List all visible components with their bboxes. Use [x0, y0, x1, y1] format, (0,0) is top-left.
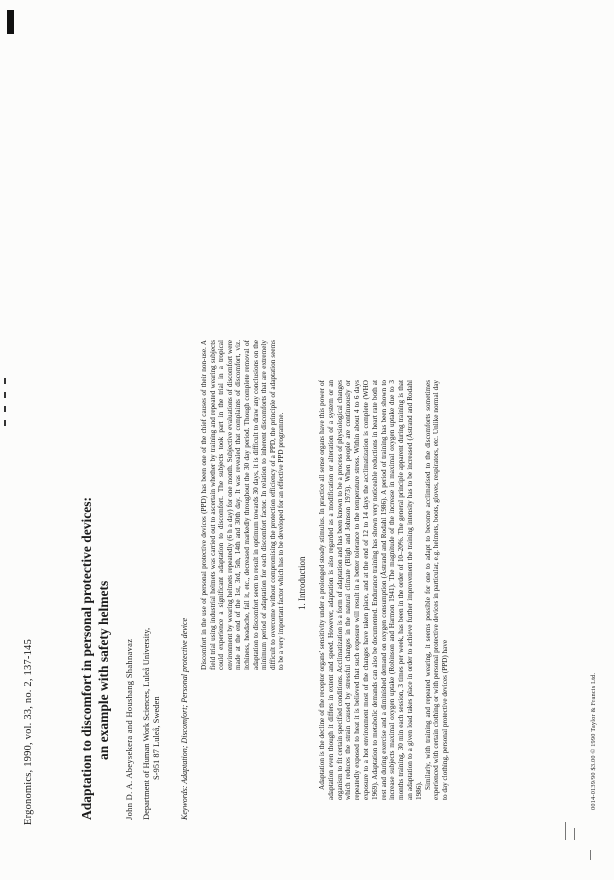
scan-artifact-rule [574, 828, 575, 840]
running-head: Ergonomics, 1990, vol. 33, no. 2, 137-145 [23, 639, 34, 825]
scan-artifact-rule [590, 850, 591, 860]
article-title [78, 40, 112, 820]
abstract: Discomfort in the use of personal protective devices (PPD) has been one of the chief causes of their non-use. A field trial using industrial helmets was carried out to ascertain whether by training and repeated wearing subjects could experience a significant adaptation to discomfort. The subjects took part in the trial in a tropical environment by wearing helmets repeatedly (6 h a day) for one month. Subjective evaluations of discomfort were made at the end of the 1st, 3rd, 5th, 14th and 30th day. It was revealed that complaints of discomfort, viz. itchiness, headache, fall it, etc., decreased markedly throughout the 30 day period. Though complete removal of adaptation to discomfort seem to result in optimum towards 30 days, it is difficult to draw any conclusions on the minimum period of adaptation for each discomfort factor. In relation to inherent discomforts that are extremely difficult to overcome without compromising the protection efficiency of a PPD, the principle of adaptation seems to be a very important factor which has to be developed for an effective PPD programme. [200, 340, 286, 670]
affiliation [141, 460, 161, 820]
title-line: an example with safety helmets [96, 580, 111, 760]
affiliation-line: Department of Human Work Sciences, Luleå University, [141, 627, 151, 820]
body-paragraph: Adaptation is the decline of the receptor organs' sensitivity under a prolonged steady stimulus. In practice all sense organs have this power of adaptation even though it differs in extent and speed. However, adaptation is also regarded as a modification or alteration of a system or an organism to fit certain specified conditions. Acclimatization is a form of adaptation and has been known to be a process of physiological changes which reduces the strain caused by stressful changes in the natural climate (Bligh and Johnson 1973). When people are continuously or repeatedly exposed to heat it is believed that such exposure will result in a better tolerance to the temperature stress. Within about 4 to 6 days exposure to a hot environment most of the changes have taken place, and at the end of 12 to 14 days the acclimatization is complete (WHO 1969). Adaptation to metabolic demands can also be documented. Endurance training has shown very noticeable reductions in heart rate both at rest and during exercise and a diminished demand on oxygen consumption (Åstrand and Rodahl 1986). A period of training has been shown to increase subjects maximal oxygen uptake (Robinson and Harmon 1941). The magnitude of the increase in maximal oxygen uptake due to 3 months training, 30 min each session, 3 times per week, has been in the order of 10–20%. The general principle apparent during training is that an adaptation to a given load takes place in order to achieve further improvement the training intensity has to be increased (Åstrand and Rodahl 1986). [318, 380, 423, 800]
author-list: John D. A. Abeysekera and Houshang Shahnavaz [124, 638, 134, 820]
scan-artifact-rule [565, 822, 566, 840]
title-line: Adaptation to discomfort in personal protective devices: [79, 497, 94, 820]
body-paragraph: Similarly, with training and repeated wearing, it seems possible for one to adapt to become acclimatised to the discomforts sometimes experienced with certain clothing or with personal protective devices in particular, e.g. helmets, boots, gloves, respirators, etc. Unlike normal day to day clothing, personal protective devices (PPD) have [423, 380, 450, 800]
body-text [318, 380, 450, 800]
section-heading: 1. Introduction [297, 556, 307, 610]
keywords: Keywords: Adaptation; Discomfort; Personal protective device [180, 617, 189, 820]
footer-code: 0014-0139/90 $3.00 © 1990 Taylor & Francis Ltd. [590, 672, 597, 810]
affiliation-line: S-951 87 Luleå, Sweden [151, 696, 161, 780]
